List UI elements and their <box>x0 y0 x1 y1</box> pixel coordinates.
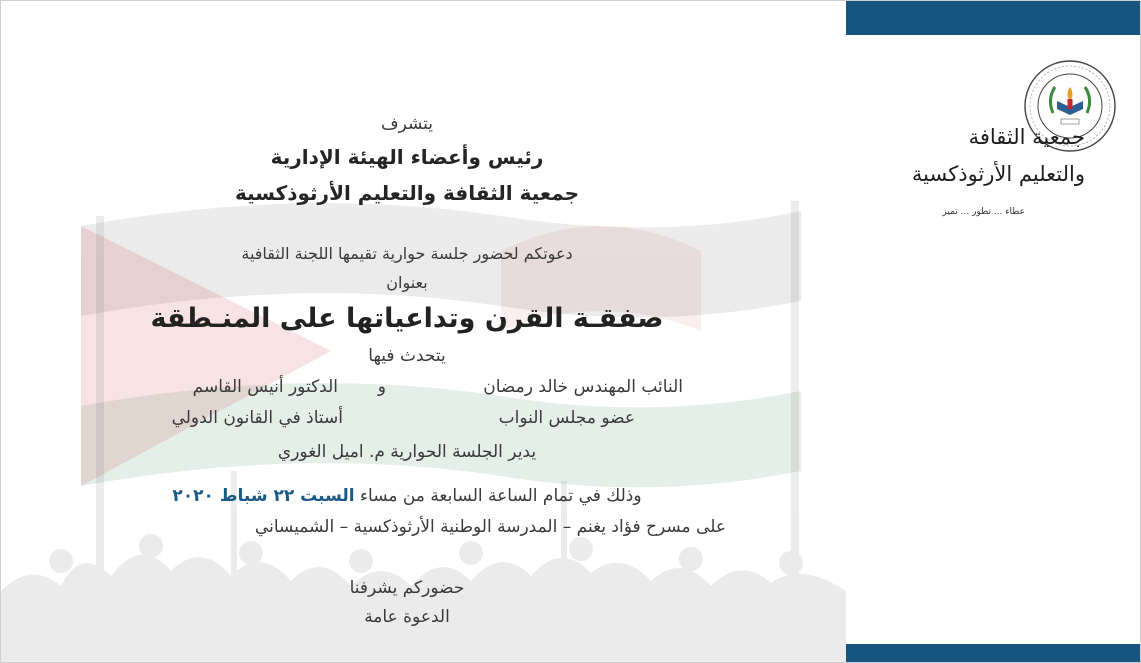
board-line: رئيس وأعضاء الهيئة الإدارية <box>270 145 544 169</box>
speaker2-name: الدكتور أنيس القاسم <box>192 377 338 397</box>
top-accent-band <box>846 1 1141 35</box>
speaker2-role: أستاذ في القانون الدولي <box>171 408 343 428</box>
speaker1-role: عضو مجلس النواب <box>498 408 635 428</box>
society-line: جمعية الثقافة والتعليم الأرثوذكسية <box>234 181 580 205</box>
open-invite-line: الدعوة عامة <box>364 607 450 627</box>
event-date: السبت ٢٢ شباط ٢٠٢٠ <box>172 486 355 506</box>
time-prefix: وذلك في تمام الساعة السابعة من مساء <box>360 486 642 506</box>
time-line <box>1 486 813 506</box>
titled-line: بعنوان <box>386 273 428 292</box>
org-name-line1: جمعية الثقافة <box>968 125 1085 149</box>
speaker1-name: النائب المهندس خالد رمضان <box>483 377 683 397</box>
org-name-line2: والتعليم الأرثوذكسية <box>911 162 1085 186</box>
event-headline: صفقـة القرن وتداعياتها على المنـطقة <box>150 303 664 334</box>
org-name <box>845 119 1085 193</box>
invitation-body <box>1 1 846 663</box>
invites-line: دعوتكم لحضور جلسة حوارية تقيمها اللجنة الثقافية <box>241 244 573 263</box>
moderator-line: يدير الجلسة الحوارية م. اميل الغوري <box>277 442 537 462</box>
speakers-intro: يتحدث فيها <box>368 346 446 366</box>
honored-line: يتشرف <box>380 114 434 134</box>
speaker-conjunction: و <box>377 377 386 397</box>
venue-line: على مسرح فؤاد يغنم – المدرسة الوطنية الأرثوذكسية – الشميساني <box>254 517 726 537</box>
closing-line: حضوركم يشرفنا <box>349 578 465 598</box>
org-tagline: عطاء ... تطور ... تميز <box>942 207 1025 217</box>
bottom-accent-band <box>846 644 1141 663</box>
